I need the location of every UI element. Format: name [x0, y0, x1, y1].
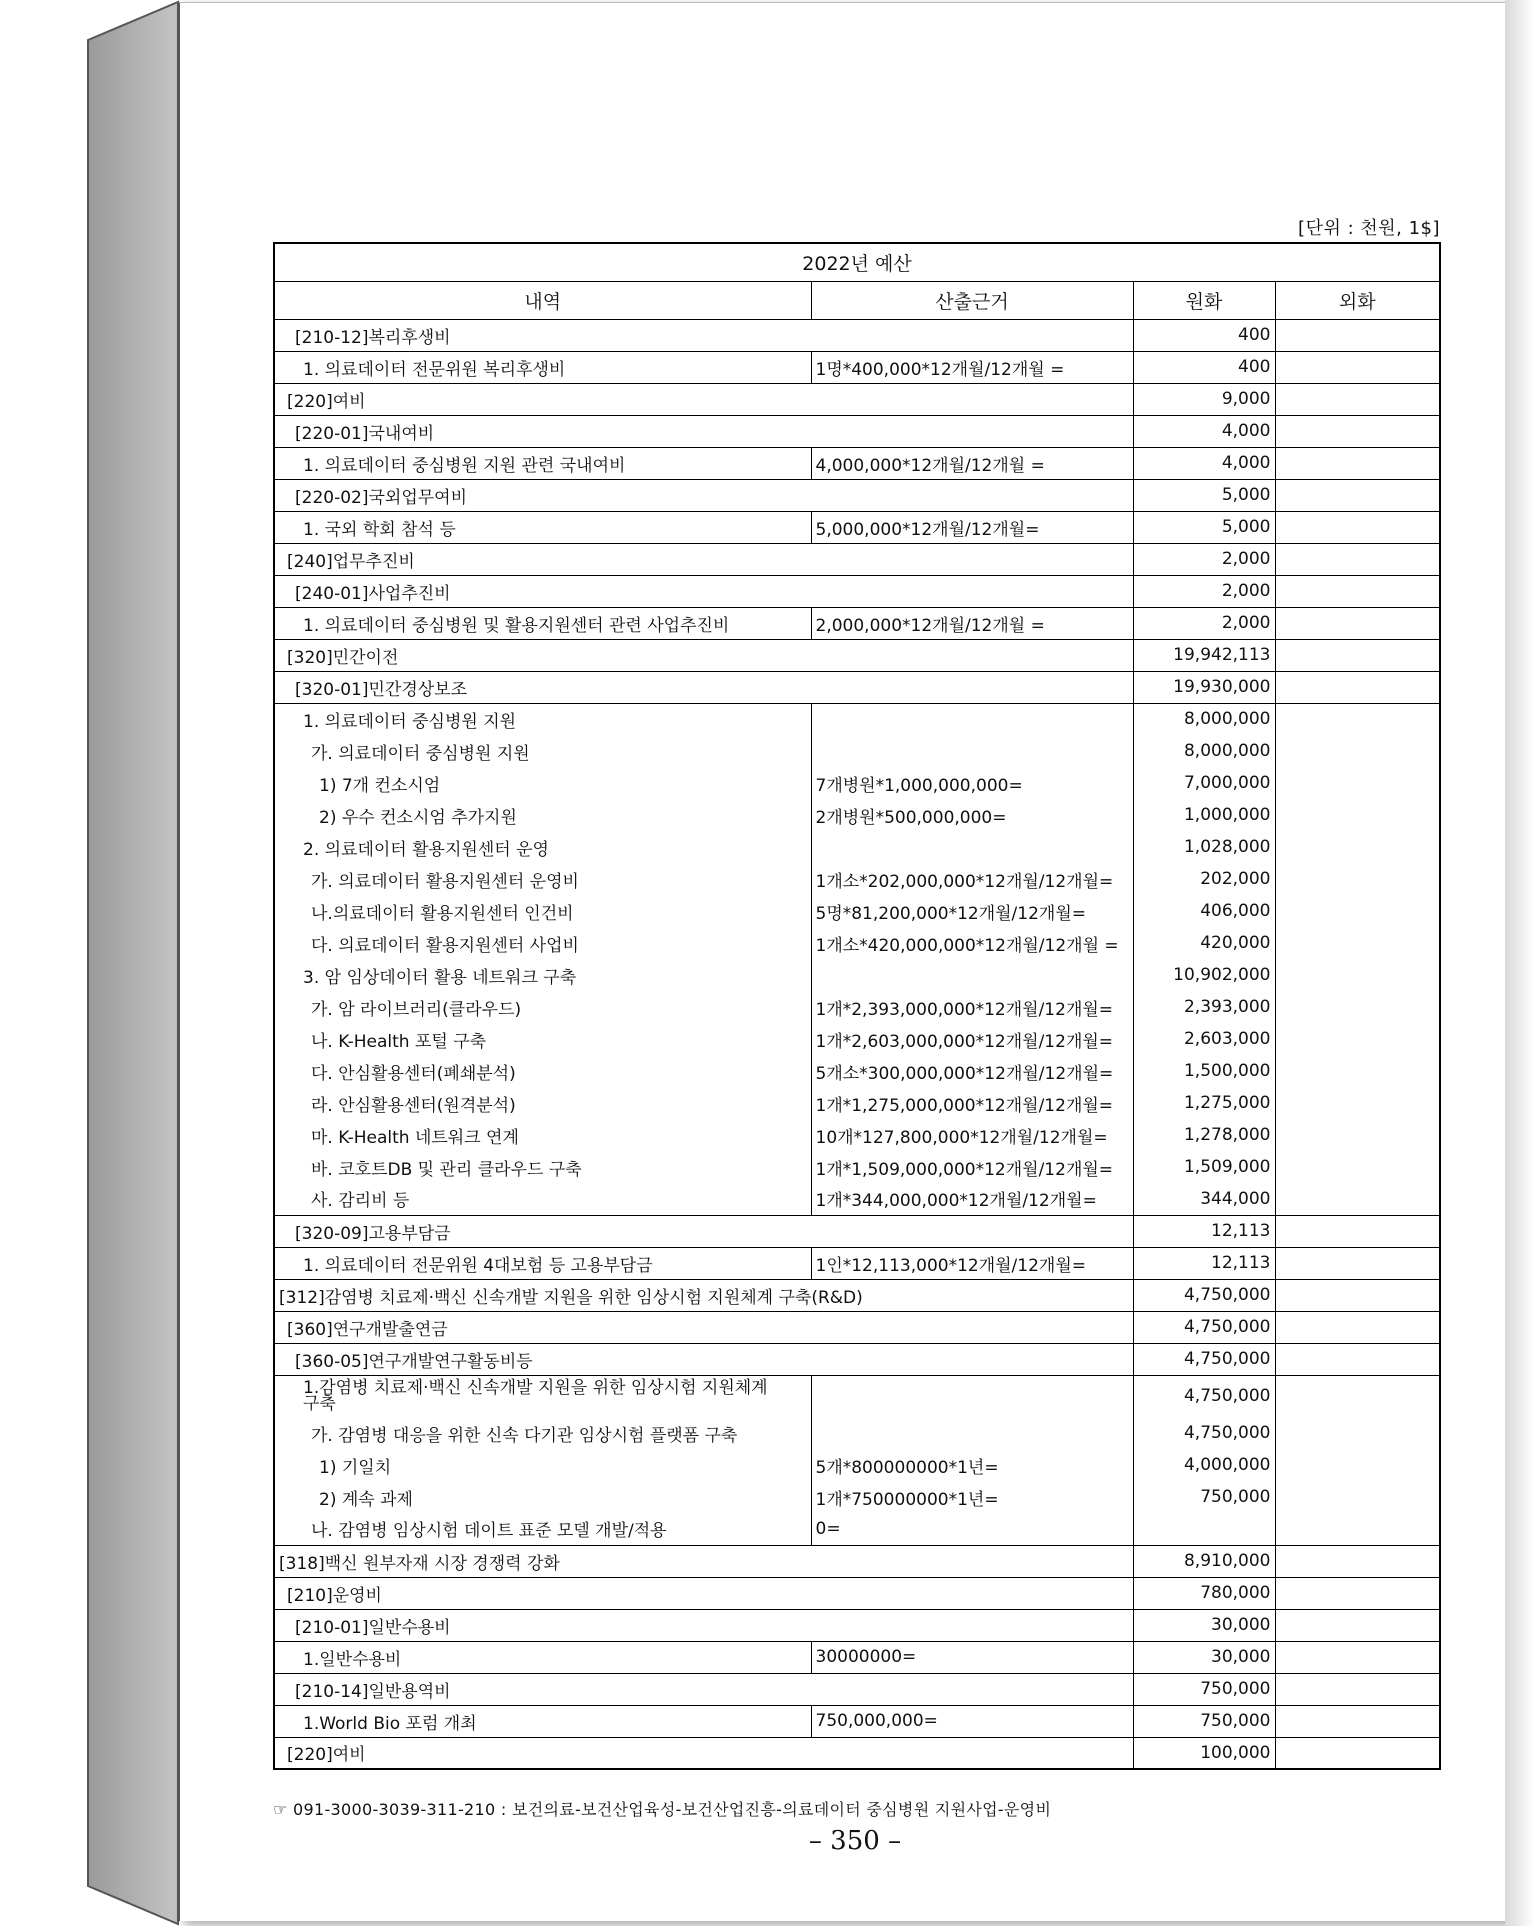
row-krw-amount: 406,000 [1133, 895, 1275, 927]
row-foreign-amount [1275, 1737, 1440, 1769]
row-basis: 5,000,000*12개월/12개월= [811, 511, 1133, 543]
row-item: 1.World Bio 포럼 개최 [274, 1705, 811, 1737]
table-row [274, 639, 1440, 671]
table-row [274, 1641, 1440, 1673]
row-krw-amount: 2,000 [1133, 543, 1275, 575]
row-basis: 1개*1,509,000,000*12개월/12개월= [811, 1151, 1133, 1183]
row-item: 사. 감리비 등 [274, 1183, 811, 1215]
row-krw-amount: 2,603,000 [1133, 1023, 1275, 1055]
row-krw-amount: 2,000 [1133, 607, 1275, 639]
row-item: [220]여비 [274, 383, 1133, 415]
row-foreign-amount [1275, 543, 1440, 575]
row-basis: 1명*400,000*12개월/12개월 = [811, 351, 1133, 383]
budget-table-body [274, 319, 1440, 1769]
table-row [274, 351, 1440, 383]
table-row [274, 1279, 1440, 1311]
table-row [274, 927, 1440, 959]
row-item: 가. 암 라이브러리(클라우드) [274, 991, 811, 1023]
row-foreign-amount [1275, 1343, 1440, 1375]
table-row [274, 319, 1440, 351]
row-basis: 7개병원*1,000,000,000= [811, 767, 1133, 799]
row-item: 1. 국외 학회 참석 등 [274, 511, 811, 543]
row-foreign-amount [1275, 1375, 1440, 1417]
row-krw-amount: 344,000 [1133, 1183, 1275, 1215]
row-basis: 1개*2,603,000,000*12개월/12개월= [811, 1023, 1133, 1055]
row-item: 1. 의료데이터 전문위원 4대보험 등 고용부담금 [274, 1247, 811, 1279]
row-basis [811, 831, 1133, 863]
row-item: 나.의료데이터 활용지원센터 인건비 [274, 895, 811, 927]
row-item: [320-01]민간경상보조 [274, 671, 1133, 703]
table-row [274, 735, 1440, 767]
row-item: 가. 의료데이터 활용지원센터 운영비 [274, 863, 811, 895]
table-row [274, 703, 1440, 735]
column-header-krw: 원화 [1133, 281, 1275, 319]
table-row [274, 479, 1440, 511]
row-foreign-amount [1275, 1705, 1440, 1737]
row-basis: 4,000,000*12개월/12개월 = [811, 447, 1133, 479]
row-krw-amount: 10,902,000 [1133, 959, 1275, 991]
row-krw-amount: 1,000,000 [1133, 799, 1275, 831]
row-basis [811, 959, 1133, 991]
row-foreign-amount [1275, 447, 1440, 479]
row-krw-amount: 8,000,000 [1133, 703, 1275, 735]
row-krw-amount: 5,000 [1133, 511, 1275, 543]
row-krw-amount: 750,000 [1133, 1705, 1275, 1737]
row-item: [240]업무추진비 [274, 543, 1133, 575]
row-foreign-amount [1275, 639, 1440, 671]
footnote: ☞ 091-3000-3039-311-210 : 보건의료-보건산업육성-보건산업진흥-의료데이터 중심병원 지원사업-운영비 [273, 1800, 1052, 1819]
row-item: 1. 의료데이터 중심병원 지원 관련 국내여비 [274, 447, 811, 479]
row-krw-amount: 19,942,113 [1133, 639, 1275, 671]
table-row [274, 799, 1440, 831]
table-row [274, 447, 1440, 479]
row-krw-amount: 4,750,000 [1133, 1279, 1275, 1311]
table-row [274, 1119, 1440, 1151]
row-foreign-amount [1275, 895, 1440, 927]
row-foreign-amount [1275, 959, 1440, 991]
table-row [274, 991, 1440, 1023]
row-basis [811, 1417, 1133, 1449]
row-krw-amount: 1,275,000 [1133, 1087, 1275, 1119]
row-item: 3. 암 임상데이터 활용 네트워크 구축 [274, 959, 811, 991]
table-row [274, 767, 1440, 799]
table-row [274, 1673, 1440, 1705]
row-item: [360]연구개발출연금 [274, 1311, 1133, 1343]
row-foreign-amount [1275, 1673, 1440, 1705]
row-basis: 750,000,000= [811, 1705, 1133, 1737]
row-basis: 0= [811, 1513, 1133, 1545]
row-foreign-amount [1275, 735, 1440, 767]
row-foreign-amount [1275, 831, 1440, 863]
row-item: 1.감염병 치료제·백신 신속개발 지원을 위한 임상시험 지원체계 구축 [274, 1375, 811, 1417]
row-krw-amount: 420,000 [1133, 927, 1275, 959]
row-item: 2) 우수 컨소시엄 추가지원 [274, 799, 811, 831]
row-item: 나. K-Health 포털 구축 [274, 1023, 811, 1055]
row-krw-amount: 19,930,000 [1133, 671, 1275, 703]
row-foreign-amount [1275, 927, 1440, 959]
unit-label: [단위 : 천원, 1$] [1298, 218, 1440, 239]
row-item: 바. 코호트DB 및 관리 클라우드 구축 [274, 1151, 811, 1183]
row-foreign-amount [1275, 671, 1440, 703]
row-item: 다. 안심활용센터(폐쇄분석) [274, 1055, 811, 1087]
row-basis: 5명*81,200,000*12개월/12개월= [811, 895, 1133, 927]
table-title: 2022년 예산 [274, 243, 1440, 281]
row-foreign-amount [1275, 1215, 1440, 1247]
row-basis: 1개소*202,000,000*12개월/12개월= [811, 863, 1133, 895]
row-krw-amount: 30,000 [1133, 1609, 1275, 1641]
row-foreign-amount [1275, 799, 1440, 831]
row-item: 1. 의료데이터 중심병원 지원 [274, 703, 811, 735]
row-foreign-amount [1275, 575, 1440, 607]
row-krw-amount: 12,113 [1133, 1215, 1275, 1247]
row-basis: 1개*344,000,000*12개월/12개월= [811, 1183, 1133, 1215]
row-krw-amount: 4,000 [1133, 415, 1275, 447]
table-row [274, 575, 1440, 607]
row-item: 1.일반수용비 [274, 1641, 811, 1673]
page-edge-shadow [1505, 0, 1534, 1926]
row-foreign-amount [1275, 863, 1440, 895]
row-foreign-amount [1275, 1545, 1440, 1577]
table-row [274, 1545, 1440, 1577]
table-row [274, 1023, 1440, 1055]
row-item: [220-02]국외업무여비 [274, 479, 1133, 511]
row-krw-amount: 4,750,000 [1133, 1311, 1275, 1343]
row-foreign-amount [1275, 1311, 1440, 1343]
row-item: [360-05]연구개발연구활동비등 [274, 1343, 1133, 1375]
row-item: [320-09]고용부담금 [274, 1215, 1133, 1247]
row-foreign-amount [1275, 1247, 1440, 1279]
row-krw-amount: 100,000 [1133, 1737, 1275, 1769]
row-item: [240-01]사업추진비 [274, 575, 1133, 607]
row-item: [318]백신 원부자재 시장 경쟁력 강화 [274, 1545, 1133, 1577]
table-row [274, 1183, 1440, 1215]
row-krw-amount: 7,000,000 [1133, 767, 1275, 799]
table-row [274, 607, 1440, 639]
table-row [274, 383, 1440, 415]
row-basis: 1개*750000000*1년= [811, 1481, 1133, 1513]
row-basis: 2개병원*500,000,000= [811, 799, 1133, 831]
row-krw-amount: 8,000,000 [1133, 735, 1275, 767]
column-header-basis: 산출근거 [811, 281, 1133, 319]
table-row [274, 863, 1440, 895]
row-foreign-amount [1275, 479, 1440, 511]
table-row [274, 1609, 1440, 1641]
row-foreign-amount [1275, 607, 1440, 639]
row-basis: 1인*12,113,000*12개월/12개월= [811, 1247, 1133, 1279]
row-item: [210-12]복리후생비 [274, 319, 1133, 351]
row-krw-amount: 780,000 [1133, 1577, 1275, 1609]
row-foreign-amount [1275, 1119, 1440, 1151]
row-item: [220-01]국내여비 [274, 415, 1133, 447]
table-row [274, 543, 1440, 575]
row-foreign-amount [1275, 1641, 1440, 1673]
row-item: [312]감염병 치료제·백신 신속개발 지원을 위한 임상시험 지원체계 구축(R&D) [274, 1279, 1133, 1311]
table-row [274, 1087, 1440, 1119]
table-row [274, 1705, 1440, 1737]
row-foreign-amount [1275, 319, 1440, 351]
row-foreign-amount [1275, 703, 1440, 735]
row-item: [220]여비 [274, 1737, 1133, 1769]
row-foreign-amount [1275, 1087, 1440, 1119]
row-foreign-amount [1275, 1417, 1440, 1449]
table-row [274, 1375, 1440, 1417]
row-foreign-amount [1275, 383, 1440, 415]
row-krw-amount: 1,500,000 [1133, 1055, 1275, 1087]
row-item: 마. K-Health 네트워크 연계 [274, 1119, 811, 1151]
row-foreign-amount [1275, 767, 1440, 799]
table-row [274, 1737, 1440, 1769]
table-row [274, 415, 1440, 447]
row-item: 다. 의료데이터 활용지원센터 사업비 [274, 927, 811, 959]
row-krw-amount: 4,000 [1133, 447, 1275, 479]
table-row [274, 1513, 1440, 1545]
row-foreign-amount [1275, 1577, 1440, 1609]
table-row [274, 1055, 1440, 1087]
table-row [274, 1449, 1440, 1481]
row-foreign-amount [1275, 1449, 1440, 1481]
column-header-foreign: 외화 [1275, 281, 1440, 319]
row-item: 나. 감염병 임상시험 데이트 표준 모델 개발/적용 [274, 1513, 811, 1545]
row-item: 가. 의료데이터 중심병원 지원 [274, 735, 811, 767]
table-row [274, 1417, 1440, 1449]
row-item: [320]민간이전 [274, 639, 1133, 671]
row-item: 라. 안심활용센터(원격분석) [274, 1087, 811, 1119]
table-row [274, 1215, 1440, 1247]
row-krw-amount: 400 [1133, 319, 1275, 351]
row-basis: 1개*1,275,000,000*12개월/12개월= [811, 1087, 1133, 1119]
row-item: 1. 의료데이터 중심병원 및 활용지원센터 관련 사업추진비 [274, 607, 811, 639]
row-krw-amount: 2,000 [1133, 575, 1275, 607]
row-krw-amount: 9,000 [1133, 383, 1275, 415]
table-row [274, 895, 1440, 927]
row-basis: 10개*127,800,000*12개월/12개월= [811, 1119, 1133, 1151]
table-row [274, 1343, 1440, 1375]
book-binding-edge [0, 0, 180, 1926]
table-row [274, 1577, 1440, 1609]
budget-table [273, 242, 1441, 1770]
row-krw-amount: 1,278,000 [1133, 1119, 1275, 1151]
table-row [274, 1247, 1440, 1279]
row-basis: 1개소*420,000,000*12개월/12개월 = [811, 927, 1133, 959]
row-basis: 30000000= [811, 1641, 1133, 1673]
row-krw-amount: 4,000,000 [1133, 1449, 1275, 1481]
row-foreign-amount [1275, 1513, 1440, 1545]
row-krw-amount: 5,000 [1133, 479, 1275, 511]
row-krw-amount: 30,000 [1133, 1641, 1275, 1673]
row-item: [210-01]일반수용비 [274, 1609, 1133, 1641]
row-basis: 1개*2,393,000,000*12개월/12개월= [811, 991, 1133, 1023]
page-number: – 350 – [808, 1826, 902, 1856]
row-basis [811, 703, 1133, 735]
row-basis [811, 1375, 1133, 1417]
row-foreign-amount [1275, 511, 1440, 543]
row-item: 1) 기일치 [274, 1449, 811, 1481]
row-foreign-amount [1275, 1151, 1440, 1183]
row-foreign-amount [1275, 1279, 1440, 1311]
row-foreign-amount [1275, 351, 1440, 383]
row-krw-amount: 400 [1133, 351, 1275, 383]
column-header-item: 내역 [274, 281, 811, 319]
table-row [274, 671, 1440, 703]
row-krw-amount: 1,028,000 [1133, 831, 1275, 863]
row-krw-amount: 12,113 [1133, 1247, 1275, 1279]
row-item: [210-14]일반용역비 [274, 1673, 1133, 1705]
row-krw-amount: 4,750,000 [1133, 1375, 1275, 1417]
table-row [274, 1151, 1440, 1183]
table-row [274, 1311, 1440, 1343]
row-krw-amount: 750,000 [1133, 1481, 1275, 1513]
row-krw-amount: 4,750,000 [1133, 1343, 1275, 1375]
row-basis: 5개소*300,000,000*12개월/12개월= [811, 1055, 1133, 1087]
row-item: 2) 계속 과제 [274, 1481, 811, 1513]
row-basis [811, 735, 1133, 767]
table-row [274, 831, 1440, 863]
row-item: 1. 의료데이터 전문위원 복리후생비 [274, 351, 811, 383]
row-krw-amount: 8,910,000 [1133, 1545, 1275, 1577]
row-foreign-amount [1275, 1481, 1440, 1513]
row-basis: 2,000,000*12개월/12개월 = [811, 607, 1133, 639]
table-row [274, 959, 1440, 991]
table-row [274, 511, 1440, 543]
row-foreign-amount [1275, 1609, 1440, 1641]
row-foreign-amount [1275, 1055, 1440, 1087]
table-row [274, 1481, 1440, 1513]
row-item: 2. 의료데이터 활용지원센터 운영 [274, 831, 811, 863]
row-krw-amount: 2,393,000 [1133, 991, 1275, 1023]
row-basis: 5개*800000000*1년= [811, 1449, 1133, 1481]
row-krw-amount: 1,509,000 [1133, 1151, 1275, 1183]
row-foreign-amount [1275, 1183, 1440, 1215]
row-krw-amount: 202,000 [1133, 863, 1275, 895]
row-foreign-amount [1275, 415, 1440, 447]
row-krw-amount: 4,750,000 [1133, 1417, 1275, 1449]
row-item: [210]운영비 [274, 1577, 1133, 1609]
row-krw-amount [1133, 1513, 1275, 1545]
row-item: 1) 7개 컨소시엄 [274, 767, 811, 799]
row-item: 가. 감염병 대응을 위한 신속 다기관 임상시험 플랫폼 구축 [274, 1417, 811, 1449]
row-foreign-amount [1275, 1023, 1440, 1055]
row-foreign-amount [1275, 991, 1440, 1023]
row-krw-amount: 750,000 [1133, 1673, 1275, 1705]
